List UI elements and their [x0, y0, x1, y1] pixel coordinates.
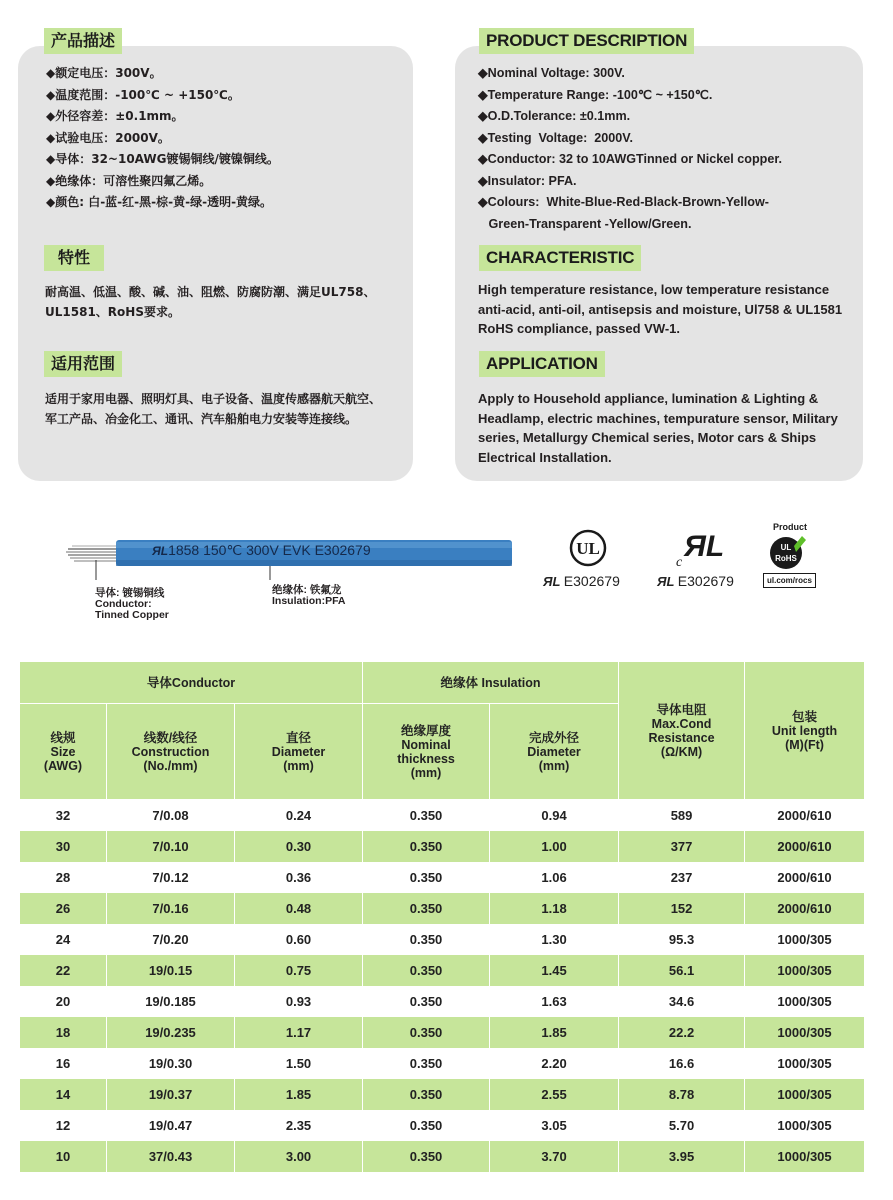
spec-table — [19, 661, 865, 1172]
header-construction-zh: 线数/线径 — [143, 730, 198, 745]
cell-unit-length: 2000/610 — [745, 800, 865, 832]
badge-rohs-text: RoHS — [775, 554, 797, 563]
desc-en-item: ◆Nominal Voltage: 300V. — [478, 66, 625, 80]
cell-od: 2.55 — [490, 1079, 619, 1110]
header-unit-zh: 包装 — [792, 709, 818, 724]
cell-od: 1.18 — [490, 893, 619, 924]
app-text-zh: 适用于家用电器、照明灯具、电子设备、温度传感器航天航空、军工产品、冶金化工、通讯、汽车船舶电力安装等连接线。 — [45, 392, 382, 426]
spec-table-body — [20, 800, 865, 1173]
header-diameter-zh: 直径 — [286, 730, 312, 745]
header-diameter-unit: (mm) — [283, 758, 314, 773]
cell-unit-length: 1000/305 — [745, 924, 865, 955]
cell-od: 1.63 — [490, 986, 619, 1017]
header-resistance-en2: Resistance — [648, 730, 715, 745]
header-diameter-en: Diameter — [271, 744, 326, 759]
cell-resistance: 34.6 — [619, 986, 745, 1017]
cell-diameter: 0.30 — [235, 831, 363, 862]
cell-diameter: 0.60 — [235, 924, 363, 955]
table-row — [20, 1048, 865, 1079]
cell-resistance: 56.1 — [619, 955, 745, 986]
cell-size: 18 — [20, 1017, 107, 1048]
desc-en-item: ◆Temperature Range: -100℃ ~ +150℃. — [478, 87, 713, 102]
cell-thickness: 0.350 — [363, 831, 490, 862]
char-title-zh: 特性 — [44, 245, 104, 271]
desc-zh-item: ◆导体：32~10AWG镀锡铜线/镀镍铜线。 — [46, 152, 279, 166]
ul-rohs-badge-icon — [768, 532, 812, 572]
svg-text:c: c — [676, 555, 683, 568]
header-thickness-en1: Nominal — [401, 737, 451, 752]
cell-thickness: 0.350 — [363, 986, 490, 1017]
header-construction — [107, 704, 235, 800]
header-construction-en: Construction — [131, 744, 210, 759]
cell-unit-length: 1000/305 — [745, 1048, 865, 1079]
header-construction-unit: (No./mm) — [143, 758, 198, 773]
table-row — [20, 831, 865, 862]
cell-unit-length: 1000/305 — [745, 955, 865, 986]
conductor-label — [95, 588, 169, 621]
cell-size: 12 — [20, 1110, 107, 1141]
cell-size: 20 — [20, 986, 107, 1017]
cell-diameter: 0.48 — [235, 893, 363, 924]
table-row — [20, 862, 865, 893]
cell-resistance: 377 — [619, 831, 745, 862]
cell-thickness: 0.350 — [363, 1141, 490, 1172]
cell-size: 30 — [20, 831, 107, 862]
table-row — [20, 924, 865, 955]
cell-od: 1.30 — [490, 924, 619, 955]
ul-url-label: ul.com/rocs — [763, 573, 816, 588]
cell-diameter: 3.00 — [235, 1141, 363, 1172]
cell-resistance: 589 — [619, 800, 745, 832]
cell-unit-length: 1000/305 — [745, 986, 865, 1017]
cell-unit-length: 2000/610 — [745, 862, 865, 893]
cell-diameter: 0.24 — [235, 800, 363, 832]
cell-construction: 7/0.16 — [107, 893, 235, 924]
header-unit-unit: (M)(Ft) — [785, 737, 824, 752]
ul-listed-circle-icon — [568, 528, 608, 568]
cell-resistance: 8.78 — [619, 1079, 745, 1110]
cell-thickness: 0.350 — [363, 1017, 490, 1048]
header-size-unit: (AWG) — [43, 758, 83, 773]
desc-title-zh: 产品描述 — [44, 28, 122, 54]
cell-size: 26 — [20, 893, 107, 924]
cul-recognized-icon — [672, 526, 738, 568]
cell-unit-length: 1000/305 — [745, 1141, 865, 1172]
table-row — [20, 1017, 865, 1048]
desc-zh-item: ◆温度范围：-100℃ ~ +150℃。 — [46, 87, 240, 102]
cell-diameter: 1.17 — [235, 1017, 363, 1048]
insulation-label — [272, 585, 346, 607]
cell-construction: 37/0.43 — [107, 1141, 235, 1172]
cul-recognized-small-icon: ЯL — [657, 574, 678, 589]
desc-zh-item: ◆绝缘体：可溶性聚四氟乙烯。 — [46, 173, 212, 188]
header-od-unit: (mm) — [538, 758, 570, 773]
desc-en-item: ◆Insulator: PFA. — [478, 173, 577, 188]
cell-unit-length: 2000/610 — [745, 893, 865, 924]
header-unit-en: Unit length — [771, 723, 838, 738]
header-size-zh: 线规 — [50, 730, 76, 745]
cell-resistance: 152 — [619, 893, 745, 924]
ul-mark-icon: ЯL — [152, 544, 169, 558]
cell-construction: 19/0.235 — [107, 1017, 235, 1048]
cell-unit-length: 1000/305 — [745, 1079, 865, 1110]
desc-en-item: ◆O.D.Tolerance: ±0.1mm. — [478, 109, 631, 123]
desc-zh-item: ◆额定电压：300V。 — [46, 66, 162, 80]
desc-zh-item: ◆试验电压：2000V。 — [46, 130, 170, 145]
desc-en-item: ◆Colours: White-Blue-Red-Black-Brown-Yellow- — [478, 195, 769, 209]
cell-size: 22 — [20, 955, 107, 986]
header-size-en: Size — [50, 744, 76, 759]
header-resistance-unit: (Ω/KM) — [660, 744, 703, 759]
conductor-label-en: Conductor: — [95, 598, 152, 610]
cell-construction: 19/0.30 — [107, 1048, 235, 1079]
cell-construction: 19/0.15 — [107, 955, 235, 986]
cell-od: 1.85 — [490, 1017, 619, 1048]
app-text-en: Apply to Household appliance, lumination & Lighting & Headlamp, electric machines, tempurature sensor, Military series, Metallurgy Chemical series, Motor cars & Ships Electrical Installation. — [478, 391, 838, 465]
header-resistance-en1: Max.Cond — [651, 716, 712, 731]
ul-file-number-2: ЯL E302679 — [657, 573, 734, 589]
app-title-zh: 适用范围 — [44, 351, 122, 377]
header-resistance — [619, 662, 745, 800]
desc-en-item: ◆Conductor: 32 to 10AWGTinned or Nickel copper. — [478, 152, 783, 166]
cell-construction: 19/0.185 — [107, 986, 235, 1017]
cell-diameter: 0.75 — [235, 955, 363, 986]
cell-thickness: 0.350 — [363, 893, 490, 924]
cell-diameter: 2.35 — [235, 1110, 363, 1141]
conductor-label-zh: 导体: 镀锡铜线 — [95, 587, 165, 599]
cell-size: 10 — [20, 1141, 107, 1172]
conductor-label-en2: Tinned Copper — [95, 609, 169, 621]
cell-resistance: 16.6 — [619, 1048, 745, 1079]
cell-resistance: 5.70 — [619, 1110, 745, 1141]
desc-zh-item: ◆外径容差：±0.1mm。 — [46, 109, 184, 123]
svg-text:ЯL: ЯL — [684, 530, 725, 563]
header-size — [20, 704, 107, 800]
cell-thickness: 0.350 — [363, 862, 490, 893]
char-text-zh: 耐高温、低温、酸、碱、油、阻燃、防腐防潮、满足UL758、UL1581、RoHS要求。 — [45, 285, 376, 319]
cell-od: 2.20 — [490, 1048, 619, 1079]
cell-od: 1.00 — [490, 831, 619, 862]
cell-construction: 7/0.08 — [107, 800, 235, 832]
cell-od: 0.94 — [490, 800, 619, 832]
cell-diameter: 0.93 — [235, 986, 363, 1017]
table-row — [20, 1079, 865, 1110]
table-row — [20, 800, 865, 832]
product-label: Product — [772, 522, 807, 532]
cell-thickness: 0.350 — [363, 924, 490, 955]
table-row — [20, 1141, 865, 1172]
header-od — [490, 704, 619, 800]
cell-diameter: 0.36 — [235, 862, 363, 893]
cell-size: 16 — [20, 1048, 107, 1079]
group-header-conductor: 导体Conductor — [20, 662, 363, 704]
table-row — [20, 1110, 865, 1141]
cell-construction: 7/0.12 — [107, 862, 235, 893]
cell-thickness: 0.350 — [363, 800, 490, 832]
conductor-strands-icon — [66, 546, 120, 561]
cell-unit-length: 1000/305 — [745, 1110, 865, 1141]
char-text-en: High temperature resistance, low temperature resistance anti-acid, anti-oil, antisepsis and moisture, Ul758 & UL1581 RoHS compliance, passed VW-1. — [478, 282, 843, 336]
cell-od: 1.06 — [490, 862, 619, 893]
header-resistance-zh: 导体电阻 — [656, 702, 707, 717]
table-row — [20, 955, 865, 986]
desc-zh-item: ◆颜色: 白-蓝-红-黑-棕-黄-绿-透明-黄绿。 — [46, 195, 273, 209]
header-thickness-unit: (mm) — [410, 765, 442, 780]
cell-resistance: 22.2 — [619, 1017, 745, 1048]
header-thickness — [363, 704, 490, 800]
cell-construction: 7/0.10 — [107, 831, 235, 862]
cell-construction: 19/0.37 — [107, 1079, 235, 1110]
header-unit-length — [745, 662, 865, 800]
cell-size: 28 — [20, 862, 107, 893]
cell-resistance: 237 — [619, 862, 745, 893]
cell-size: 32 — [20, 800, 107, 832]
insulation-label-zh: 绝缘体: 铁氟龙 — [272, 584, 342, 596]
cable-print-text: ЯL1858 150℃ 300V EVK E302679 — [152, 542, 371, 558]
header-thickness-en2: thickness — [397, 751, 455, 766]
ul-recognized-small-icon: ЯL — [543, 574, 564, 589]
desc-en-item: Green-Transparent -Yellow/Green. — [478, 216, 692, 231]
desc-list-zh — [46, 63, 279, 214]
header-thickness-zh: 绝缘厚度 — [401, 723, 452, 738]
svg-text:UL: UL — [576, 539, 600, 558]
cell-diameter: 1.50 — [235, 1048, 363, 1079]
cell-resistance: 3.95 — [619, 1141, 745, 1172]
badge-ul-text: UL — [780, 543, 792, 552]
desc-list-en — [478, 63, 782, 235]
group-header-insulation: 绝缘体 Insulation — [363, 662, 619, 704]
cell-thickness: 0.350 — [363, 1110, 490, 1141]
cell-size: 24 — [20, 924, 107, 955]
app-title-en: APPLICATION — [479, 351, 605, 377]
cell-construction: 19/0.47 — [107, 1110, 235, 1141]
cell-size: 14 — [20, 1079, 107, 1110]
insulation-label-en: Insulation:PFA — [272, 595, 346, 607]
cell-od: 3.70 — [490, 1141, 619, 1172]
cell-od: 3.05 — [490, 1110, 619, 1141]
table-row — [20, 986, 865, 1017]
cell-resistance: 95.3 — [619, 924, 745, 955]
header-diameter — [235, 704, 363, 800]
cell-thickness: 0.350 — [363, 1079, 490, 1110]
desc-title-en: PRODUCT DESCRIPTION — [479, 28, 694, 54]
header-od-en: Diameter — [527, 744, 581, 759]
cell-unit-length: 1000/305 — [745, 1017, 865, 1048]
cell-unit-length: 2000/610 — [745, 831, 865, 862]
table-row — [20, 893, 865, 924]
cell-thickness: 0.350 — [363, 1048, 490, 1079]
char-title-en: CHARACTERISTIC — [479, 245, 641, 271]
header-od-zh: 完成外径 — [529, 730, 580, 745]
cell-diameter: 1.85 — [235, 1079, 363, 1110]
cell-construction: 7/0.20 — [107, 924, 235, 955]
desc-en-item: ◆Testing Voltage: 2000V. — [478, 130, 634, 145]
cell-od: 1.45 — [490, 955, 619, 986]
ul-file-number-1: ЯL E302679 — [543, 573, 620, 589]
cell-thickness: 0.350 — [363, 955, 490, 986]
